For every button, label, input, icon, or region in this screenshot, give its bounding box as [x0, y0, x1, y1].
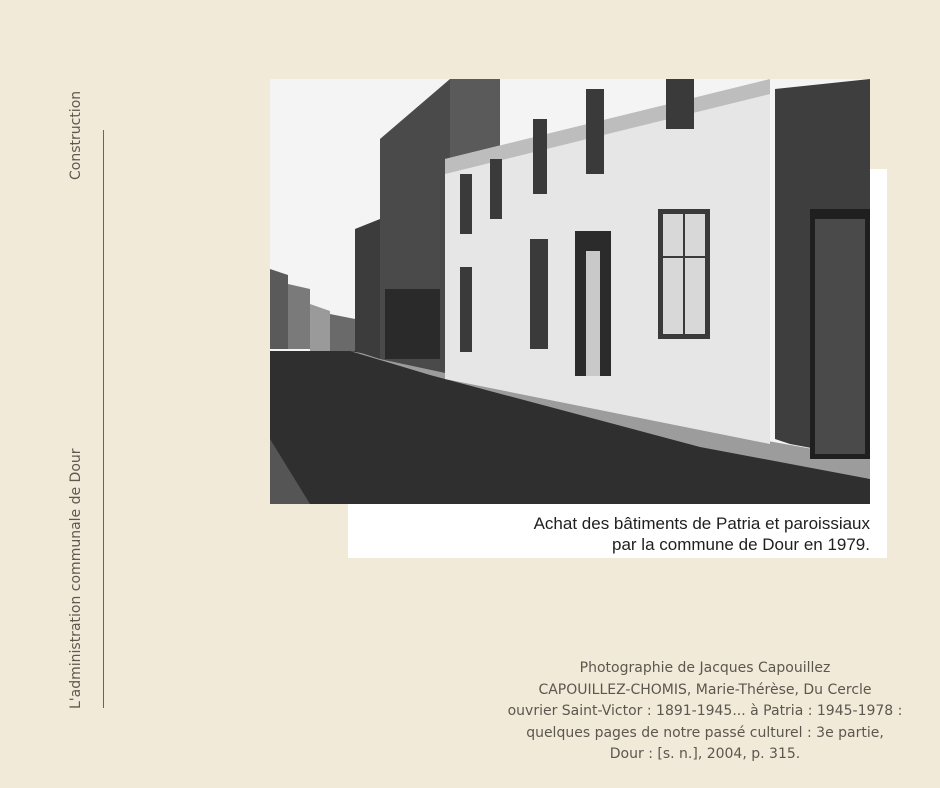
caption-line-1: Achat des bâtiments de Patria et paroissiaux: [533, 514, 870, 533]
photo-caption: [450, 513, 870, 555]
credit-line: ouvrier Saint-Victor : 1891-1945... à Patria : 1945-1978 :: [507, 703, 903, 719]
divider-line: [103, 130, 104, 708]
page-title-text: L'administration communale de Dour: [68, 448, 84, 709]
section-label-text: Construction: [68, 90, 84, 180]
section-label: [68, 80, 92, 180]
page-title: [68, 412, 92, 709]
street-photo: [270, 79, 870, 504]
street-photo-image: [270, 79, 870, 504]
credit-line: Dour : [s. n.], 2004, p. 315.: [609, 746, 801, 762]
caption-line-2: par la commune de Dour en 1979.: [612, 535, 870, 554]
credit-line: CAPOUILLEZ-CHOMIS, Marie-Thérèse, Du Cercle: [538, 681, 872, 698]
credit-line: Photographie de Jacques Capouillez: [579, 660, 831, 676]
photo-credit: [470, 658, 940, 766]
credit-line: quelques pages de notre passé culturel : 3e partie,: [526, 724, 884, 741]
